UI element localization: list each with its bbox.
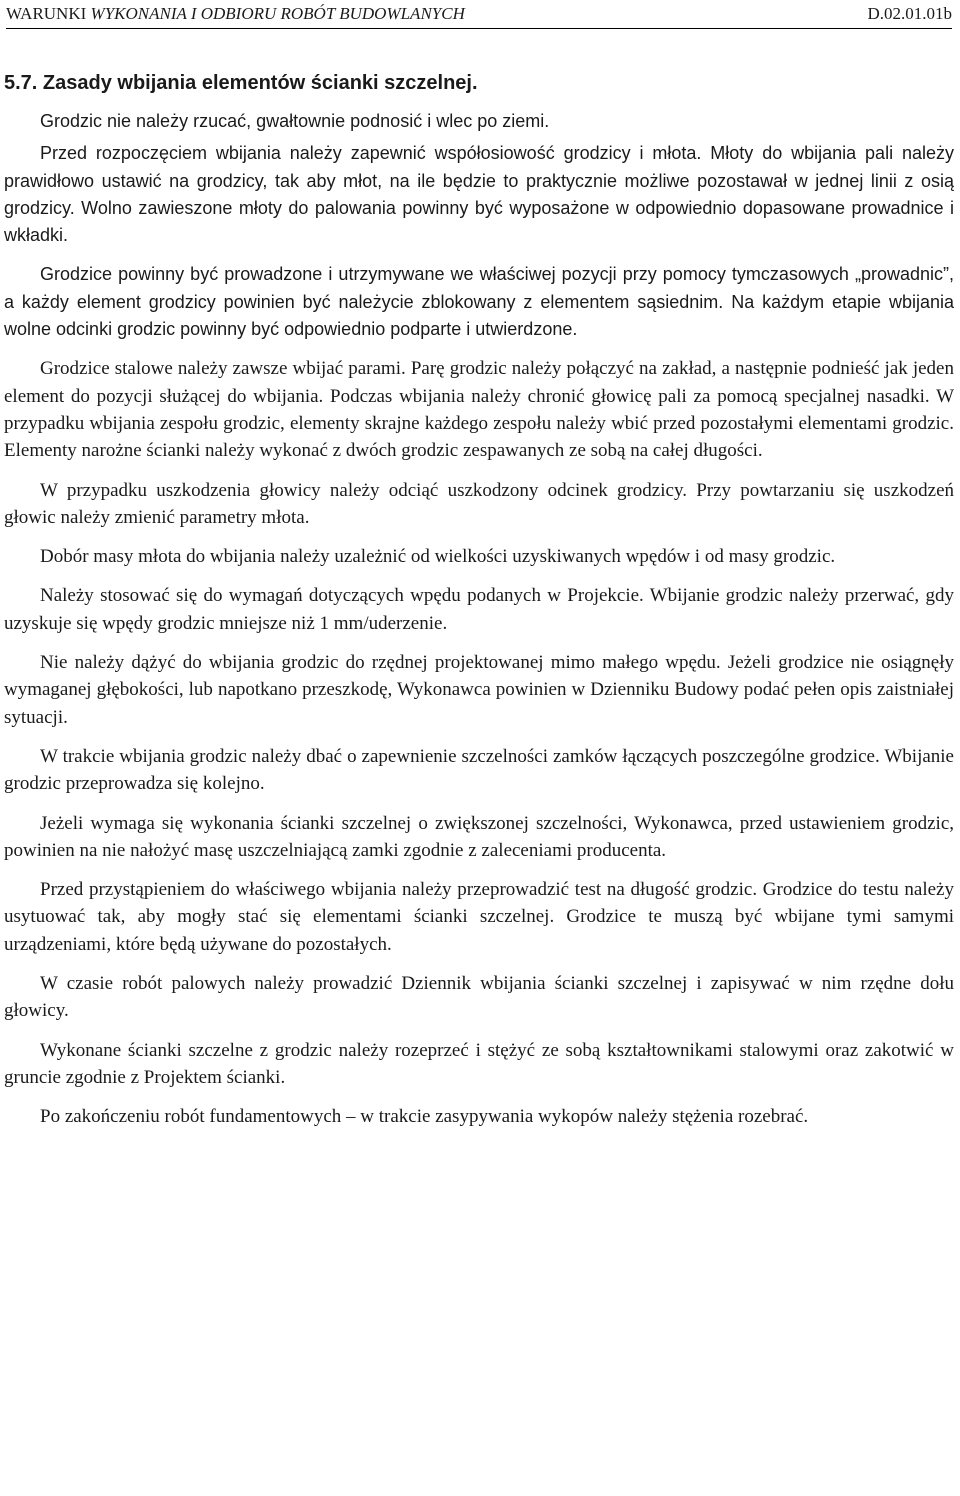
paragraph: Należy stosować się do wymagań dotyczących wpędu podanych w Projekcie. Wbijanie grodzic należy przerwać, gdy uzyskuje się wpędy grodzic mniejsze niż 1 mm/uderzenie. bbox=[4, 585, 954, 634]
header-title-plain: WARUNKI bbox=[6, 4, 91, 23]
paragraph: Nie należy dążyć do wbijania grodzic do rzędnej projektowanej mimo małego wpędu. Jeżeli grodzice nie osiągnęły wymaganej głębokości, lub napotkano przeszkodę, Wykonawca powinien w Dzienniku Budowy podać pełen opis zaistniałej sytuacji. bbox=[4, 652, 954, 728]
section-heading: 5.7. Zasady wbijania elementów ścianki szczelnej. bbox=[4, 72, 478, 94]
document-body bbox=[4, 70, 954, 1143]
paragraph: Wykonane ścianki szczelne z grodzic należy rozeprzeć i stężyć ze sobą kształtownikami stalowymi oraz zakotwić w gruncie zgodnie z Projektem ścianki. bbox=[4, 1039, 954, 1088]
paragraph: Grodzice powinny być prowadzone i utrzymywane we właściwej pozycji przy pomocy tymczasowych „prowadnic”, a każdy element grodzicy powinien być należycie zblokowany z elementem sąsiednim. Na każdym etapie wbijania wolne odcinki grodzic powinny być odpowiednio podparte i utwierdzone. bbox=[4, 264, 954, 340]
header-title-italic: WYKONANIA I ODBIORU ROBÓT BUDOWLANYCH bbox=[90, 4, 465, 23]
header-doc-code: D.02.01.01b bbox=[867, 4, 952, 23]
page-header bbox=[6, 2, 952, 29]
header-title bbox=[6, 3, 465, 25]
paragraph: Grodzic nie należy rzucać, gwałtownie podnosić i wlec po ziemi. bbox=[40, 111, 550, 131]
paragraph: Grodzice stalowe należy zawsze wbijać parami. Parę grodzic należy połączyć na zakład, a następnie podnieść jak jeden element do pozycji służącej do wbijania. Podczas wbijania należy chronić głowicę pali za pomocą specjalnej nasadki. W przypadku wbijania zespołu grodzic, elementy skrajne każdego zespołu należy wbić przed pozostałymi elementami grodzic. Elementy narożne ścianki należy wykonać z dwóch grodzic zespawanych ze sobą na całej długości. bbox=[4, 358, 954, 462]
paragraph: W przypadku uszkodzenia głowicy należy odciąć uszkodzony odcinek grodzicy. Przy powtarzaniu się uszkodzeń głowic należy zmienić parametry młota. bbox=[4, 479, 954, 528]
paragraph: W czasie robót palowych należy prowadzić Dziennik wbijania ścianki szczelnej i zapisywać w nim rzędne dołu głowicy. bbox=[4, 973, 954, 1022]
paragraph: Przed rozpoczęciem wbijania należy zapewnić współosiowość grodzicy i młota. Młoty do wbijania pali należy prawidłowo ustawić na grodzicy, tak aby młot, na ile będzie to praktycznie możliwe pozostawał w jednej linii z osią grodzicy. Wolno zawieszone młoty do palowania powinny być wyposażone w odpowiednio dopasowane prowadnice i wkładki. bbox=[4, 143, 954, 246]
paragraph: Jeżeli wymaga się wykonania ścianki szczelnej o zwiększonej szczelności, Wykonawca, przed ustawieniem grodzic, powinien na nie nałożyć masę uszczelniającą zamki zgodnie z zaleceniami producenta. bbox=[4, 812, 954, 861]
paragraph: Przed przystąpieniem do właściwego wbijania należy przeprowadzić test na długość grodzic. Grodzice do testu należy usytuować tak, aby mogły stać się elementami ścianki szczelnej. Grodzice te muszą być wbijane tymi samymi urządzeniami, które będą używane do pozostałych. bbox=[4, 879, 954, 955]
paragraph: Po zakończeniu robót fundamentowych – w trakcie zasypywania wykopów należy stężenia rozebrać. bbox=[40, 1106, 809, 1128]
paragraph: W trakcie wbijania grodzic należy dbać o zapewnienie szczelności zamków łączących poszczególne grodzice. Wbijanie grodzic przeprowadza się kolejno. bbox=[4, 745, 954, 795]
paragraph: Dobór masy młota do wbijania należy uzależnić od wielkości uzyskiwanych wpędów i od masy grodzic. bbox=[40, 546, 836, 568]
